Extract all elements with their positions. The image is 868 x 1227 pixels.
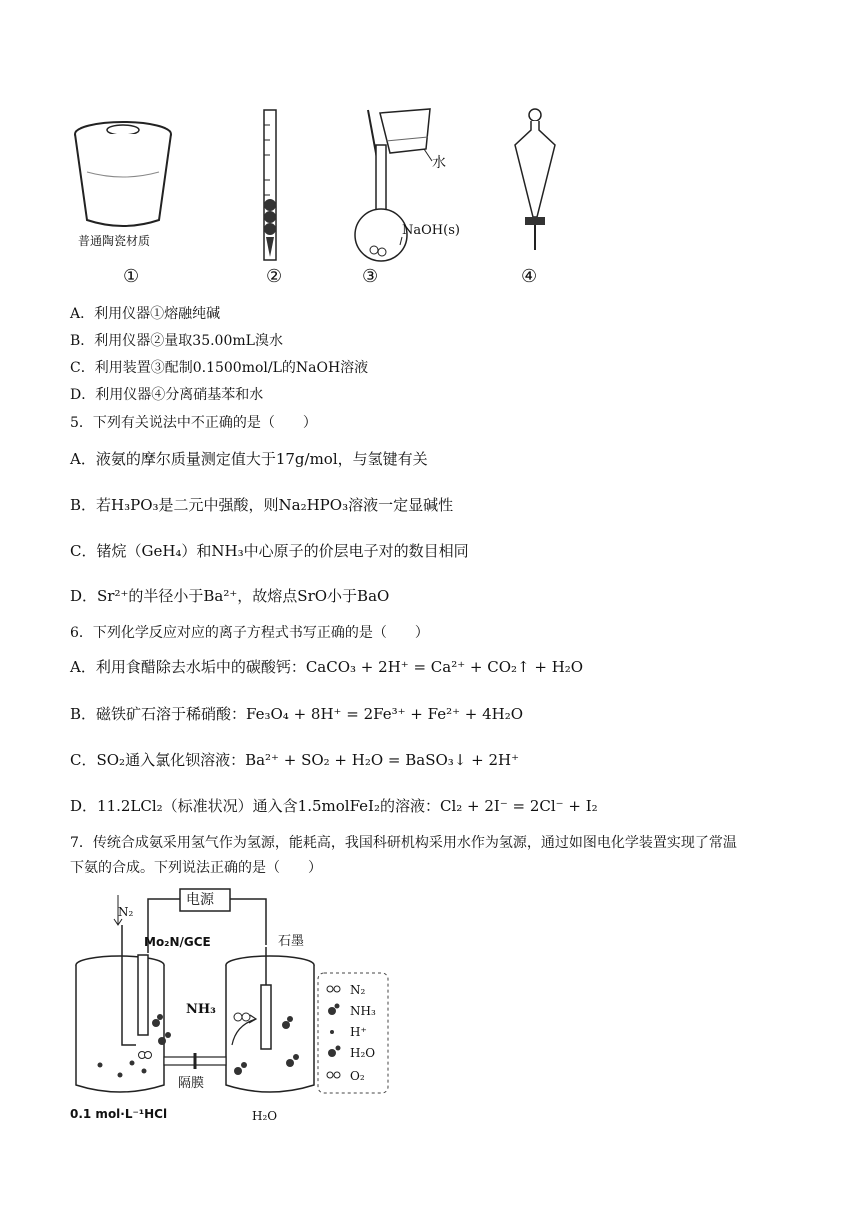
q6-option-b: B．磁铁矿石溶于稀硝酸：Fe₃O₄ + 8H⁺ = 2Fe³⁺ + Fe²⁺ + 4H₂O [70, 705, 524, 723]
crucible-figure [65, 112, 185, 252]
crucible-caption: 普通陶瓷材质 [78, 234, 151, 248]
q4-option-c: C．利用装置③配制0.1500mol/L的NaOH溶液 [70, 360, 369, 376]
volumetric-flask-figure [340, 105, 460, 265]
legend-o2: O₂ [350, 1069, 365, 1083]
q7-stem-line1: 7．传统合成氨采用氢气作为氢源，能耗高，我国科研机构采用水作为氢源，通过如图电化学装置实现了常温 [70, 835, 737, 851]
q7-stem-line2: 下氨的合成。下列说法正确的是（ ） [70, 860, 322, 876]
separatory-funnel-figure [505, 105, 565, 255]
legend-h2o: H₂O [350, 1046, 376, 1060]
cathode-label: Mo₂N/GCE [144, 935, 211, 949]
q6-stem: 6．下列化学反应对应的离子方程式书写正确的是（ ） [70, 625, 429, 641]
q5-option-c: C．锗烷（GeH₄）和NH₃中心原子的价层电子对的数目相同 [70, 542, 469, 560]
label-2: ② [266, 266, 283, 287]
q5-option-d: D．Sr²⁺的半径小于Ba²⁺，故熔点SrO小于BaO [70, 587, 390, 605]
legend-n2: N₂ [350, 983, 366, 997]
q6-option-a: A．利用食醋除去水垢中的碳酸钙：CaCO₃ + 2H⁺ = Ca²⁺ + CO₂↑ + H₂O [70, 658, 584, 676]
label-3: ③ [362, 266, 379, 287]
q5-option-a: A．液氨的摩尔质量测定值大于17g/mol，与氢键有关 [70, 450, 428, 468]
water-label: 水 [432, 155, 446, 171]
label-1: ① [123, 266, 140, 287]
q4-option-d: D．利用仪器④分离硝基苯和水 [70, 387, 264, 403]
q6-option-c: C．SO₂通入氯化钡溶液：Ba²⁺ + SO₂ + H₂O = BaSO₃↓ + 2H⁺ [70, 751, 520, 769]
q6-option-d: D．11.2LCl₂（标准状况）通入含1.5molFeI₂的溶液：Cl₂ + 2I⁻ = 2Cl⁻ + I₂ [70, 797, 598, 815]
legend-h-plus: H⁺ [350, 1025, 367, 1039]
membrane-label: 隔膜 [178, 1076, 205, 1091]
legend-nh3: NH₃ [350, 1004, 376, 1018]
burette-figure [252, 105, 292, 265]
q5-stem: 5．下列有关说法中不正确的是（ ） [70, 415, 317, 431]
power-label: 电源 [186, 892, 214, 908]
label-4: ④ [521, 266, 538, 287]
anode-label: 石墨 [278, 934, 305, 949]
nh3-label: NH₃ [186, 1002, 216, 1017]
naoh-label: NaOH(s) [402, 223, 460, 238]
left-solution-label: 0.1 mol·L⁻¹HCl [70, 1107, 168, 1121]
q4-option-a: A．利用仪器①熔融纯碱 [70, 306, 221, 322]
n2-inlet-label: N₂ [118, 905, 134, 919]
q5-option-b: B．若H₃PO₃是二元中强酸，则Na₂HPO₃溶液一定显碱性 [70, 496, 454, 514]
right-solution-label: H₂O [252, 1109, 278, 1123]
electrolysis-figure [60, 885, 400, 1135]
q4-option-b: B．利用仪器②量取35.00mL溴水 [70, 333, 283, 349]
